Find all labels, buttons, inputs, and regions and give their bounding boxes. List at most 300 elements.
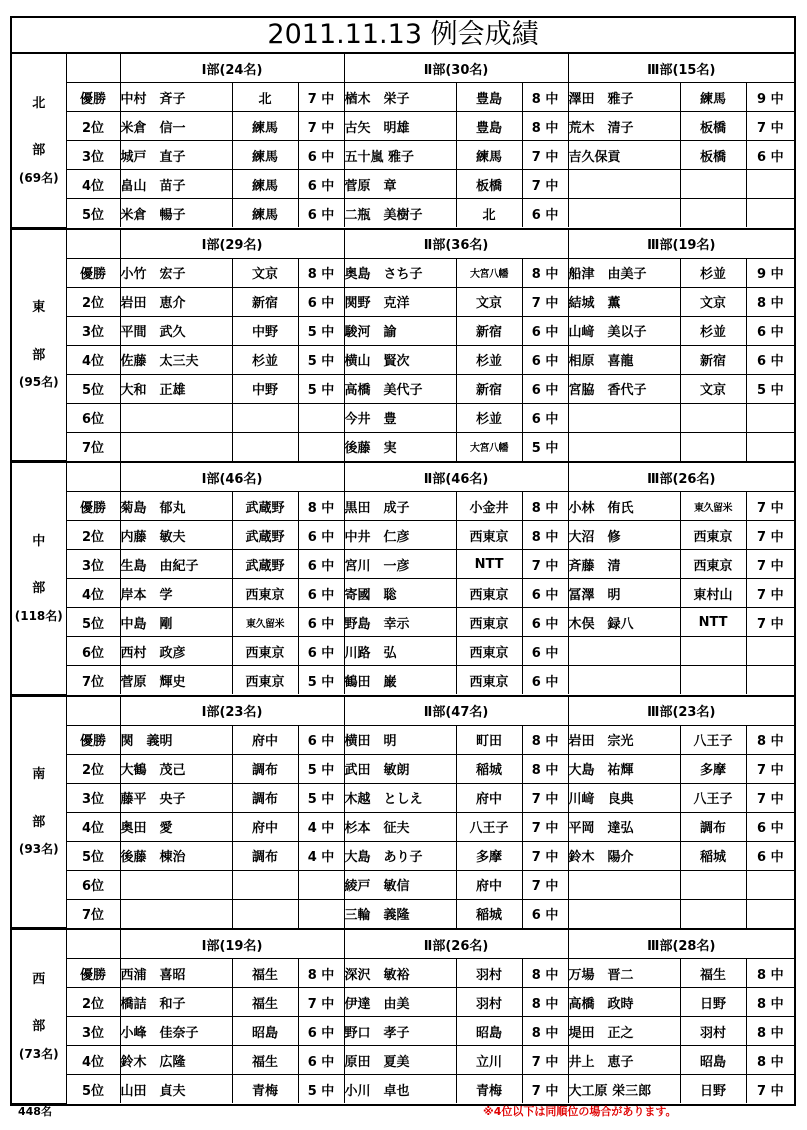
table-row — [12, 725, 794, 754]
club-name: 西東京 — [456, 666, 522, 695]
club-name: 文京 — [680, 374, 746, 403]
rank-cell: 2位 — [66, 287, 120, 316]
club-name: 板橋 — [680, 112, 746, 141]
player-name: 関 義明 — [120, 725, 232, 754]
score: 7 中 — [298, 83, 344, 112]
table-row — [12, 374, 794, 403]
score: 8 中 — [522, 83, 568, 112]
score: 6 中 — [746, 841, 794, 870]
region-block — [12, 695, 794, 929]
club-name: 府中 — [456, 783, 522, 812]
division-header: Ⅲ部(26名) — [568, 462, 794, 492]
score: 9 中 — [746, 83, 794, 112]
division-header: Ⅰ部(24名) — [120, 54, 344, 83]
club-name: 調布 — [232, 841, 298, 870]
club-name: 昭島 — [456, 1017, 522, 1046]
rank-cell: 3位 — [66, 316, 120, 345]
table-row — [12, 1017, 794, 1046]
player-name: 荒木 清子 — [568, 112, 680, 141]
player-name: 木越 としえ — [344, 783, 456, 812]
score: 7 中 — [522, 141, 568, 170]
score: 7 中 — [746, 783, 794, 812]
score: 6 中 — [522, 199, 568, 228]
club-name: 新宿 — [232, 287, 298, 316]
player-name: 高橋 政時 — [568, 988, 680, 1017]
rank-cell: 7位 — [66, 432, 120, 461]
player-name: 菅原 章 — [344, 170, 456, 199]
table-row — [12, 521, 794, 550]
score: 6 中 — [522, 316, 568, 345]
club-name: 練馬 — [456, 141, 522, 170]
table-row — [12, 783, 794, 812]
player-name: 小竹 宏子 — [120, 258, 232, 287]
rank-cell: 5位 — [66, 841, 120, 870]
score — [746, 899, 794, 928]
table-row — [12, 608, 794, 637]
rank-cell: 5位 — [66, 1075, 120, 1104]
club-name: 文京 — [456, 287, 522, 316]
player-name: 三輪 義隆 — [344, 899, 456, 928]
club-name: 西東京 — [680, 550, 746, 579]
club-name — [680, 637, 746, 666]
score: 7 中 — [746, 1075, 794, 1104]
score: 8 中 — [298, 492, 344, 521]
player-name: 小川 卓也 — [344, 1075, 456, 1104]
club-name — [680, 432, 746, 461]
table-row — [12, 550, 794, 579]
club-name: 府中 — [232, 725, 298, 754]
division-header: Ⅲ部(23名) — [568, 696, 794, 726]
score: 6 中 — [298, 170, 344, 199]
club-name: 東久留米 — [680, 492, 746, 521]
page-title: 2011.11.13 例会成績 — [12, 18, 794, 54]
club-name: 板橋 — [456, 170, 522, 199]
player-name: 西浦 喜昭 — [120, 959, 232, 988]
region-count: (95名) — [18, 375, 59, 390]
player-name: 高橋 美代子 — [344, 374, 456, 403]
club-name: 調布 — [232, 783, 298, 812]
club-name — [680, 899, 746, 928]
player-name — [120, 899, 232, 928]
division-header: Ⅰ部(46名) — [120, 462, 344, 492]
club-name: 西東京 — [232, 666, 298, 695]
division-header: Ⅱ部(36名) — [344, 229, 568, 259]
rank-cell: 4位 — [66, 345, 120, 374]
division-header: Ⅲ部(28名) — [568, 929, 794, 959]
score: 8 中 — [298, 258, 344, 287]
header-blank — [66, 929, 120, 959]
score — [746, 432, 794, 461]
score: 7 中 — [298, 112, 344, 141]
player-name: 大鶴 茂己 — [120, 754, 232, 783]
score: 5 中 — [298, 316, 344, 345]
rank-cell: 優勝 — [66, 83, 120, 112]
score: 5 中 — [298, 666, 344, 695]
club-name: 北 — [456, 199, 522, 228]
division-header: Ⅰ部(19名) — [120, 929, 344, 959]
table-row — [12, 141, 794, 170]
player-name: 澤田 雅子 — [568, 83, 680, 112]
player-name: 後藤 実 — [344, 432, 456, 461]
table-row — [12, 492, 794, 521]
club-name — [680, 870, 746, 899]
score: 6 中 — [522, 403, 568, 432]
club-name: 新宿 — [456, 374, 522, 403]
region-name-bottom: 部 — [32, 1019, 46, 1035]
rank-cell: 2位 — [66, 521, 120, 550]
player-name: 斉藤 清 — [568, 550, 680, 579]
table-row — [12, 870, 794, 899]
region-name-top: 北 — [32, 95, 46, 111]
score: 7 中 — [746, 754, 794, 783]
score — [746, 403, 794, 432]
player-name: 関野 克洋 — [344, 287, 456, 316]
score: 8 中 — [298, 959, 344, 988]
score — [298, 870, 344, 899]
club-name: 羽村 — [680, 1017, 746, 1046]
club-name: 東久留米 — [232, 608, 298, 637]
score: 6 中 — [298, 199, 344, 228]
rank-cell: 2位 — [66, 112, 120, 141]
table-row — [12, 199, 794, 228]
score: 6 中 — [746, 812, 794, 841]
club-name — [680, 666, 746, 695]
rank-cell: 2位 — [66, 754, 120, 783]
player-name: 野島 幸示 — [344, 608, 456, 637]
region-label — [12, 54, 66, 227]
club-name — [232, 432, 298, 461]
score: 7 中 — [522, 870, 568, 899]
score: 7 中 — [746, 492, 794, 521]
club-name: 豊島 — [456, 83, 522, 112]
player-name: 川﨑 良典 — [568, 783, 680, 812]
player-name: 内藤 敏夫 — [120, 521, 232, 550]
player-name: 万場 晋二 — [568, 959, 680, 988]
club-name: 稲城 — [456, 754, 522, 783]
region-count: (93名) — [18, 842, 59, 857]
player-name: 山﨑 美以子 — [568, 316, 680, 345]
player-name: 藤平 央子 — [120, 783, 232, 812]
score: 5 中 — [298, 345, 344, 374]
club-name — [232, 870, 298, 899]
club-name: 西東京 — [456, 637, 522, 666]
player-name: 深沢 敏裕 — [344, 959, 456, 988]
club-name: 東村山 — [680, 579, 746, 608]
club-name: 小金井 — [456, 492, 522, 521]
club-name: 杉並 — [456, 345, 522, 374]
player-name: 大沼 修 — [568, 521, 680, 550]
rank-cell: 3位 — [66, 1017, 120, 1046]
club-name — [680, 403, 746, 432]
rank-cell: 5位 — [66, 374, 120, 403]
club-name: 杉並 — [680, 316, 746, 345]
player-name — [568, 199, 680, 228]
score — [298, 403, 344, 432]
player-name: 鈴木 広隆 — [120, 1046, 232, 1075]
score — [746, 199, 794, 228]
score: 6 中 — [298, 725, 344, 754]
club-name: 福生 — [232, 1046, 298, 1075]
club-name: 練馬 — [232, 141, 298, 170]
region-name-top: 南 — [32, 767, 46, 783]
club-name: 八王子 — [680, 783, 746, 812]
header-blank — [66, 462, 120, 492]
region-label — [12, 696, 66, 928]
player-name: 橋詰 和子 — [120, 988, 232, 1017]
club-name — [232, 899, 298, 928]
player-name: 西村 政彦 — [120, 637, 232, 666]
club-name: 文京 — [680, 287, 746, 316]
player-name: 寄國 聡 — [344, 579, 456, 608]
club-name: 稲城 — [680, 841, 746, 870]
player-name: 中井 仁彦 — [344, 521, 456, 550]
score: 7 中 — [522, 1075, 568, 1104]
table-row — [12, 841, 794, 870]
club-name: 福生 — [680, 959, 746, 988]
score: 6 中 — [746, 316, 794, 345]
player-name: 平岡 達弘 — [568, 812, 680, 841]
region-count: (69名) — [18, 170, 59, 185]
score: 8 中 — [522, 754, 568, 783]
score: 5 中 — [522, 432, 568, 461]
table-row — [12, 959, 794, 988]
table-row — [12, 1046, 794, 1075]
club-name — [232, 403, 298, 432]
player-name: 奥島 さち子 — [344, 258, 456, 287]
table-row — [12, 83, 794, 112]
table-row — [12, 287, 794, 316]
club-name: 西東京 — [456, 579, 522, 608]
player-name: 堤田 正之 — [568, 1017, 680, 1046]
club-name — [680, 170, 746, 199]
header-blank — [66, 229, 120, 259]
club-name: 府中 — [456, 870, 522, 899]
player-name: 佐藤 太三夫 — [120, 345, 232, 374]
club-name: 多摩 — [680, 754, 746, 783]
player-name: 横山 賢次 — [344, 345, 456, 374]
score: 7 中 — [298, 988, 344, 1017]
rank-cell: 6位 — [66, 403, 120, 432]
rank-cell: 優勝 — [66, 725, 120, 754]
region-block — [12, 461, 794, 695]
score: 6 中 — [298, 521, 344, 550]
table-row — [12, 666, 794, 695]
table-row — [12, 170, 794, 199]
player-name: 五十嵐 雅子 — [344, 141, 456, 170]
player-name — [568, 403, 680, 432]
player-name: 菊島 郁丸 — [120, 492, 232, 521]
rank-cell: 3位 — [66, 550, 120, 579]
score: 6 中 — [298, 141, 344, 170]
player-name: 今井 豊 — [344, 403, 456, 432]
player-name: 大島 あり子 — [344, 841, 456, 870]
club-name: 八王子 — [680, 725, 746, 754]
player-name: 畠山 苗子 — [120, 170, 232, 199]
club-name: 杉並 — [232, 345, 298, 374]
club-name: NTT — [680, 608, 746, 637]
club-name: 日野 — [680, 988, 746, 1017]
score: 9 中 — [746, 258, 794, 287]
player-name: 結城 薫 — [568, 287, 680, 316]
player-name: 駿河 諭 — [344, 316, 456, 345]
region-name-bottom: 部 — [32, 581, 46, 597]
club-name: 稲城 — [456, 899, 522, 928]
score: 6 中 — [522, 608, 568, 637]
rank-cell: 優勝 — [66, 258, 120, 287]
score: 5 中 — [746, 374, 794, 403]
score: 7 中 — [746, 521, 794, 550]
player-name — [120, 432, 232, 461]
player-name: 大和 正雄 — [120, 374, 232, 403]
player-name: 杉本 征夫 — [344, 812, 456, 841]
score: 7 中 — [746, 112, 794, 141]
division-header: Ⅲ部(15名) — [568, 54, 794, 83]
player-name: 菅原 輝史 — [120, 666, 232, 695]
tie-note: ※4位以下は同順位の場合があります。 — [483, 1105, 677, 1118]
score: 6 中 — [522, 345, 568, 374]
club-name: 武蔵野 — [232, 492, 298, 521]
player-name: 大島 祐輝 — [568, 754, 680, 783]
table-row — [12, 258, 794, 287]
score: 7 中 — [746, 550, 794, 579]
rank-cell: 3位 — [66, 783, 120, 812]
player-name — [568, 666, 680, 695]
region-label — [12, 462, 66, 694]
player-name: 大工原 栄三郎 — [568, 1075, 680, 1104]
player-name: 岸本 学 — [120, 579, 232, 608]
region-label — [12, 929, 66, 1103]
table-row — [12, 316, 794, 345]
region-blocks — [12, 54, 794, 1104]
player-name: 後藤 棟治 — [120, 841, 232, 870]
rank-cell: 4位 — [66, 1046, 120, 1075]
player-name: 横田 明 — [344, 725, 456, 754]
club-name: 多摩 — [456, 841, 522, 870]
score: 6 中 — [298, 637, 344, 666]
player-name: 原田 夏美 — [344, 1046, 456, 1075]
region-name-top: 西 — [32, 971, 46, 987]
club-name: 板橋 — [680, 141, 746, 170]
score: 6 中 — [522, 899, 568, 928]
player-name: 野口 孝子 — [344, 1017, 456, 1046]
club-name: 杉並 — [680, 258, 746, 287]
club-name: 昭島 — [232, 1017, 298, 1046]
score: 7 中 — [746, 608, 794, 637]
score: 6 中 — [298, 1046, 344, 1075]
player-name: 米倉 暢子 — [120, 199, 232, 228]
rank-cell: 4位 — [66, 170, 120, 199]
player-name: 小峰 佳奈子 — [120, 1017, 232, 1046]
player-name: 綾戸 敏信 — [344, 870, 456, 899]
division-header: Ⅱ部(46名) — [344, 462, 568, 492]
score: 4 中 — [298, 841, 344, 870]
score: 8 中 — [522, 959, 568, 988]
rank-cell: 4位 — [66, 812, 120, 841]
club-name: 中野 — [232, 374, 298, 403]
player-name: 米倉 信一 — [120, 112, 232, 141]
player-name: 楢木 栄子 — [344, 83, 456, 112]
score: 8 中 — [522, 1017, 568, 1046]
score: 7 中 — [522, 812, 568, 841]
score — [298, 899, 344, 928]
club-name: 練馬 — [232, 112, 298, 141]
player-name: 古矢 明雄 — [344, 112, 456, 141]
rank-cell: 5位 — [66, 608, 120, 637]
player-name: 鈴木 陽介 — [568, 841, 680, 870]
club-name: 中野 — [232, 316, 298, 345]
table-row — [12, 432, 794, 461]
division-header: Ⅰ部(29名) — [120, 229, 344, 259]
division-header: Ⅲ部(19名) — [568, 229, 794, 259]
player-name: 冨澤 明 — [568, 579, 680, 608]
club-name: 武蔵野 — [232, 521, 298, 550]
club-name: 調布 — [680, 812, 746, 841]
score: 6 中 — [746, 141, 794, 170]
score — [746, 170, 794, 199]
score: 7 中 — [522, 841, 568, 870]
player-name: 城戸 直子 — [120, 141, 232, 170]
rank-cell: 7位 — [66, 899, 120, 928]
club-name: 福生 — [232, 988, 298, 1017]
club-name: 青梅 — [456, 1075, 522, 1104]
score: 6 中 — [298, 287, 344, 316]
player-name: 黒田 成子 — [344, 492, 456, 521]
rank-cell: 6位 — [66, 637, 120, 666]
club-name: 大宮八幡 — [456, 432, 522, 461]
score: 6 中 — [298, 1017, 344, 1046]
score: 5 中 — [298, 374, 344, 403]
player-name — [120, 403, 232, 432]
club-name: 府中 — [232, 812, 298, 841]
player-name: 吉久保貢 — [568, 141, 680, 170]
score: 8 中 — [522, 492, 568, 521]
score: 8 中 — [746, 959, 794, 988]
score: 7 中 — [522, 550, 568, 579]
player-name — [568, 870, 680, 899]
club-name: 練馬 — [232, 170, 298, 199]
club-name: 練馬 — [680, 83, 746, 112]
score: 7 中 — [522, 170, 568, 199]
table-row — [12, 112, 794, 141]
region-block — [12, 54, 794, 228]
region-block — [12, 228, 794, 462]
score: 6 中 — [522, 374, 568, 403]
player-name: 岩田 恵介 — [120, 287, 232, 316]
region-name-bottom: 部 — [32, 347, 46, 363]
score: 7 中 — [522, 1046, 568, 1075]
score: 5 中 — [298, 754, 344, 783]
player-name — [568, 899, 680, 928]
club-name: 八王子 — [456, 812, 522, 841]
rank-cell: 3位 — [66, 141, 120, 170]
score: 4 中 — [298, 812, 344, 841]
region-block — [12, 928, 794, 1104]
region-name-bottom: 部 — [32, 143, 46, 159]
score: 8 中 — [522, 258, 568, 287]
club-name: 町田 — [456, 725, 522, 754]
player-name: 船津 由美子 — [568, 258, 680, 287]
player-name: 井上 恵子 — [568, 1046, 680, 1075]
division-header: Ⅱ部(47名) — [344, 696, 568, 726]
region-count: (118名) — [14, 608, 63, 623]
score: 7 中 — [522, 783, 568, 812]
table-row — [12, 754, 794, 783]
player-name: 相原 喜龍 — [568, 345, 680, 374]
score: 8 中 — [746, 988, 794, 1017]
club-name — [680, 199, 746, 228]
player-name: 宮川 一彦 — [344, 550, 456, 579]
club-name: 羽村 — [456, 959, 522, 988]
